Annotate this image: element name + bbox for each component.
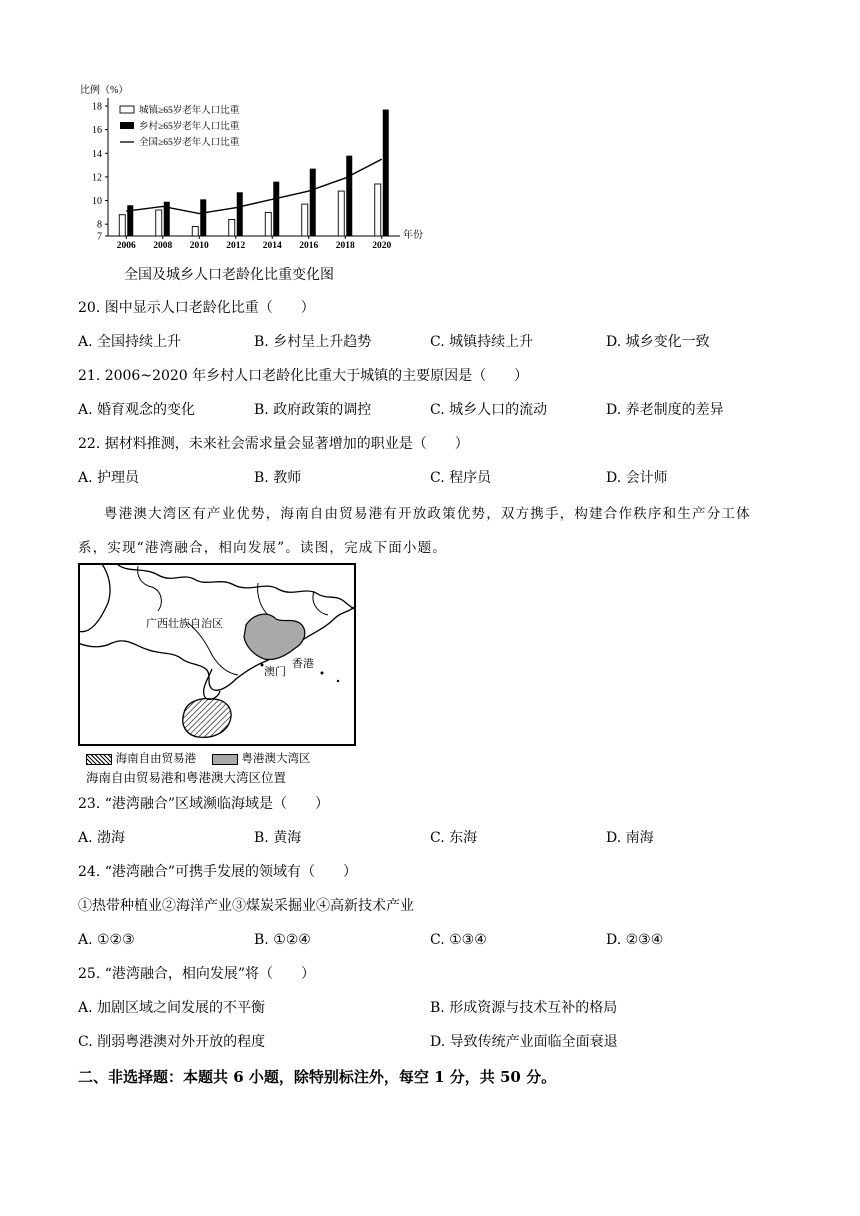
x-tick-label: 2016 — [299, 241, 319, 251]
q22-option-d[interactable]: D. 会计师 — [606, 470, 668, 486]
x-tick-label: 2014 — [262, 241, 282, 251]
y-tick-label: 12 — [92, 172, 102, 184]
section-heading: 二、非选择题：本题共 6 小题，除特别标注外，每空 1 分，共 50 分。 — [78, 1068, 557, 1086]
legend-label-urban: 城镇≥65岁老年人口比重 — [139, 106, 240, 116]
bar-rural — [273, 182, 279, 236]
q23-option-a[interactable]: A. 渤海 — [78, 830, 126, 846]
q24-option-c[interactable]: C. ①③④ — [430, 932, 487, 948]
q22-option-c[interactable]: C. 程序员 — [430, 470, 492, 486]
question-23-stem: 23. “港湾融合”区域濒临海域是（ ） — [78, 796, 330, 812]
legend-swatch-urban — [120, 106, 134, 113]
y-tick-label: 14 — [92, 148, 102, 160]
q21-option-a[interactable]: A. 婚育观念的变化 — [78, 402, 196, 418]
bar-urban — [192, 227, 198, 236]
bar-urban — [265, 212, 271, 236]
y-tick-label: 8 — [97, 219, 102, 231]
question-25-stem: 25. “港湾融合，相向发展”将（ ） — [78, 966, 316, 982]
q21-option-b[interactable]: B. 政府政策的调控 — [254, 402, 372, 418]
legend-hainan-label: 海南自由贸易港 — [115, 751, 197, 765]
map-caption: 海南自由贸易港和粤港澳大湾区位置 — [86, 770, 287, 785]
x-tick-label: 2020 — [372, 241, 392, 251]
question-24-stem: 24. “港湾融合”可携手发展的领域有（ ） — [78, 864, 358, 880]
bar-urban — [302, 204, 308, 236]
q25-option-b[interactable]: B. 形成资源与技术互补的格局 — [430, 1000, 618, 1016]
y-tick-label: 18 — [92, 101, 102, 113]
legend-hatch-swatch — [86, 754, 112, 765]
bar-urban — [229, 219, 235, 236]
bar-rural — [310, 169, 316, 236]
legend-gray-swatch — [212, 754, 238, 765]
bar-urban — [338, 191, 344, 236]
x-tick-label: 2012 — [226, 241, 246, 251]
x-tick-label: 2006 — [116, 241, 136, 251]
q22-option-a[interactable]: A. 护理员 — [78, 470, 140, 486]
map-legend — [86, 750, 310, 766]
bar-rural — [200, 199, 206, 236]
bar-rural — [237, 192, 243, 236]
x-tick-label: 2008 — [153, 241, 173, 251]
y-tick-label: 16 — [92, 125, 102, 137]
bar-rural — [346, 156, 352, 236]
q21-option-d[interactable]: D. 养老制度的差异 — [606, 402, 724, 418]
q21-option-c[interactable]: C. 城乡人口的流动 — [430, 402, 548, 418]
q24-option-d[interactable]: D. ②③④ — [606, 932, 664, 948]
bar-urban — [375, 184, 381, 236]
region-map — [78, 563, 356, 746]
label-macau: 澳门 — [264, 665, 286, 678]
q23-option-b[interactable]: B. 黄海 — [254, 830, 302, 846]
y-tick-label: 7 — [97, 231, 102, 243]
q23-option-d[interactable]: D. 南海 — [606, 830, 654, 846]
x-axis-label: 年份 — [403, 230, 423, 241]
q25-option-d[interactable]: D. 导致传统产业面临全面衰退 — [430, 1034, 618, 1050]
question-24-items: ①热带种植业②海洋产业③煤炭采掘业④高新技术产业 — [78, 898, 414, 914]
x-tick-label: 2010 — [189, 241, 209, 251]
question-21-stem: 21. 2006~2020 年乡村人口老龄化比重大于城镇的主要原因是（ ） — [78, 368, 529, 384]
bar-rural — [383, 110, 389, 236]
chart-title: 全国及城乡人口老龄化比重变化图 — [124, 267, 334, 283]
question-20-stem: 20. 图中显示人口老龄化比重（ ） — [78, 300, 315, 316]
legend-label-rural: 乡村≥65岁老年人口比重 — [139, 122, 240, 132]
legend-swatch-rural — [120, 122, 134, 129]
legend-gba-label: 粤港澳大湾区 — [241, 751, 311, 765]
q20-option-d[interactable]: D. 城乡变化一致 — [606, 334, 710, 350]
q22-option-b[interactable]: B. 教师 — [254, 470, 302, 486]
y-tick-label: 10 — [92, 196, 102, 208]
q20-option-b[interactable]: B. 乡村呈上升趋势 — [254, 334, 372, 350]
q25-option-a[interactable]: A. 加剧区域之间发展的不平衡 — [78, 1000, 266, 1016]
question-22-stem: 22. 据材料推测，未来社会需求量会显著增加的职业是（ ） — [78, 436, 469, 452]
q24-option-b[interactable]: B. ①②④ — [254, 932, 311, 948]
passage-line-1: 粤港澳大湾区有产业优势，海南自由贸易港有开放政策优势，双方携手，构建合作秩序和生产分工体 — [104, 506, 751, 522]
label-guangxi: 广西壮族自治区 — [146, 617, 223, 630]
legend-label-national: 全国≥65岁老年人口比重 — [139, 138, 240, 148]
aging-chart — [70, 80, 430, 255]
q20-option-a[interactable]: A. 全国持续上升 — [78, 334, 182, 350]
y-axis-label: 比例（%） — [80, 85, 129, 96]
bar-urban — [156, 210, 162, 236]
passage-line-2: 系，实现“港湾融合，相向发展”。读图，完成下面小题。 — [78, 540, 448, 556]
q20-option-c[interactable]: C. 城镇持续上升 — [430, 334, 534, 350]
label-hongkong: 香港 — [292, 657, 314, 670]
q23-option-c[interactable]: C. 东海 — [430, 830, 478, 846]
q25-option-c[interactable]: C. 削弱粤港澳对外开放的程度 — [78, 1034, 266, 1050]
x-tick-label: 2018 — [335, 241, 355, 251]
q24-option-a[interactable]: A. ①②③ — [78, 932, 135, 948]
bar-urban — [119, 215, 125, 236]
